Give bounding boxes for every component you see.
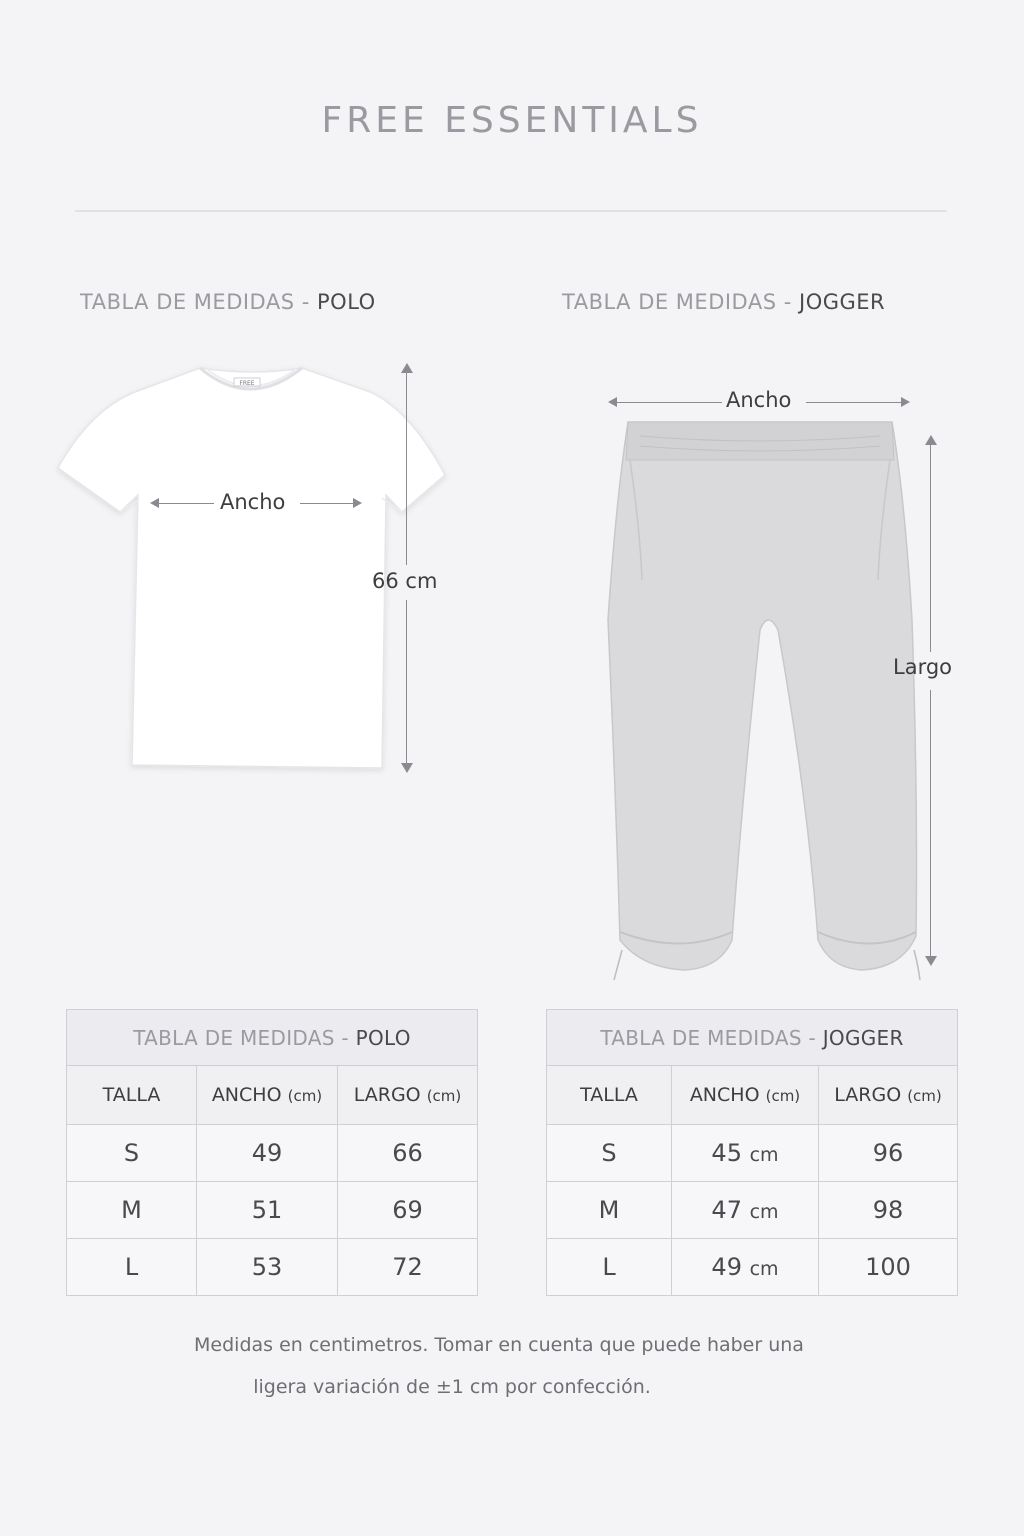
jogger-body-shape (608, 422, 917, 970)
polo-length-cell: 66 (338, 1125, 478, 1182)
polo-header-length-text: LARGO (353, 1084, 421, 1106)
jogger-header-width-text: ANCHO (689, 1084, 760, 1106)
polo-body-shape (58, 368, 445, 768)
polo-length-cell: 72 (338, 1239, 478, 1296)
jogger-width-unit: cm (749, 1258, 779, 1280)
polo-header-length-unit: (cm) (426, 1087, 462, 1105)
jogger-width-arrow-right (806, 402, 906, 403)
jogger-diagram (580, 380, 980, 1000)
jogger-width-cell (672, 1125, 819, 1182)
polo-length-arrowhead-bottom (400, 762, 414, 774)
divider (75, 210, 947, 212)
polo-width-label: Ancho (220, 490, 286, 514)
polo-width-arrowhead-right (352, 497, 364, 509)
polo-neck-tag: FREE (239, 380, 255, 387)
polo-section-title (80, 290, 376, 314)
jogger-table-caption-name: JOGGER (822, 1025, 904, 1050)
polo-table-caption-prefix: TABLA DE MEDIDAS (133, 1025, 335, 1050)
measurement-note-line1: Medidas en centimetros. Tomar en cuenta que puede haber una (194, 1334, 804, 1356)
jogger-width-value: 47 (711, 1196, 742, 1224)
jogger-length-arrow-bottom (930, 690, 931, 958)
jogger-width-cell (672, 1239, 819, 1296)
jogger-length-cell: 98 (819, 1182, 958, 1239)
polo-section-sep: - (301, 290, 310, 314)
jogger-size-cell: M (547, 1182, 672, 1239)
jogger-width-unit: cm (749, 1144, 779, 1166)
jogger-section-title (562, 290, 885, 314)
jogger-table-caption-sep: - (808, 1025, 817, 1050)
polo-width-cell: 49 (197, 1125, 338, 1182)
polo-table-caption-name: POLO (355, 1025, 411, 1050)
jogger-size-table (546, 1009, 958, 1296)
polo-size-cell: M (67, 1182, 197, 1239)
table-row (547, 1125, 958, 1182)
polo-width-arrow-left (152, 503, 214, 504)
jogger-width-arrow-left (612, 402, 722, 403)
jogger-table-caption-prefix: TABLA DE MEDIDAS (600, 1025, 802, 1050)
polo-header-width (197, 1066, 338, 1125)
jogger-width-cell (672, 1182, 819, 1239)
jogger-width-unit: cm (749, 1201, 779, 1223)
jogger-width-arrowhead-right (900, 396, 912, 408)
table-row (67, 1239, 478, 1296)
table-row (67, 1182, 478, 1239)
jogger-width-value: 45 (711, 1139, 742, 1167)
polo-width-arrow-right (300, 503, 358, 504)
jogger-width-value: 49 (711, 1253, 742, 1281)
jogger-header-length-text: LARGO (834, 1084, 902, 1106)
jogger-table-caption (547, 1010, 958, 1066)
polo-width-cell: 51 (197, 1182, 338, 1239)
jogger-length-label: Largo (893, 655, 953, 679)
polo-table-caption-sep: - (341, 1025, 349, 1050)
jogger-pants-illustration (580, 380, 980, 1000)
polo-header-length (338, 1066, 478, 1125)
polo-header-size: TALLA (67, 1066, 197, 1125)
polo-length-arrow-top (406, 370, 407, 565)
polo-size-cell: L (67, 1239, 197, 1296)
polo-length-cell: 69 (338, 1182, 478, 1239)
polo-header-width-text: ANCHO (211, 1084, 282, 1106)
jogger-section-name: JOGGER (799, 290, 886, 314)
jogger-length-arrow-top (930, 442, 931, 652)
polo-section-name: POLO (317, 290, 376, 314)
jogger-section-prefix: TABLA DE MEDIDAS (562, 290, 777, 314)
polo-width-arrowhead-left (148, 497, 160, 509)
table-row (547, 1182, 958, 1239)
polo-width-cell: 53 (197, 1239, 338, 1296)
polo-length-arrowhead-top (400, 362, 414, 374)
jogger-length-cell: 100 (819, 1239, 958, 1296)
polo-length-label: 66 cm (372, 569, 438, 593)
polo-table-caption (67, 1010, 478, 1066)
jogger-header-length (819, 1066, 958, 1125)
jogger-header-size: TALLA (547, 1066, 672, 1125)
table-row (67, 1125, 478, 1182)
polo-section-prefix: TABLA DE MEDIDAS (80, 290, 295, 314)
jogger-header-length-unit: (cm) (907, 1087, 942, 1105)
polo-size-table (66, 1009, 478, 1296)
table-row (547, 1239, 958, 1296)
jogger-width-arrowhead-left (606, 396, 618, 408)
polo-size-cell: S (67, 1125, 197, 1182)
jogger-size-cell: S (547, 1125, 672, 1182)
jogger-length-cell: 96 (819, 1125, 958, 1182)
jogger-size-cell: L (547, 1239, 672, 1296)
brand-title: FREE ESSENTIALS (321, 100, 703, 141)
jogger-header-width-unit: (cm) (765, 1087, 801, 1105)
jogger-length-arrowhead-top (924, 434, 938, 446)
jogger-length-arrowhead-bottom (924, 955, 938, 967)
jogger-width-label: Ancho (726, 388, 792, 412)
jogger-section-sep: - (783, 290, 792, 314)
polo-length-arrow-bottom (406, 600, 407, 765)
polo-header-width-unit: (cm) (287, 1087, 323, 1105)
measurement-note-line2: ligera variación de ±1 cm por confección. (253, 1376, 651, 1398)
jogger-header-width (672, 1066, 819, 1125)
